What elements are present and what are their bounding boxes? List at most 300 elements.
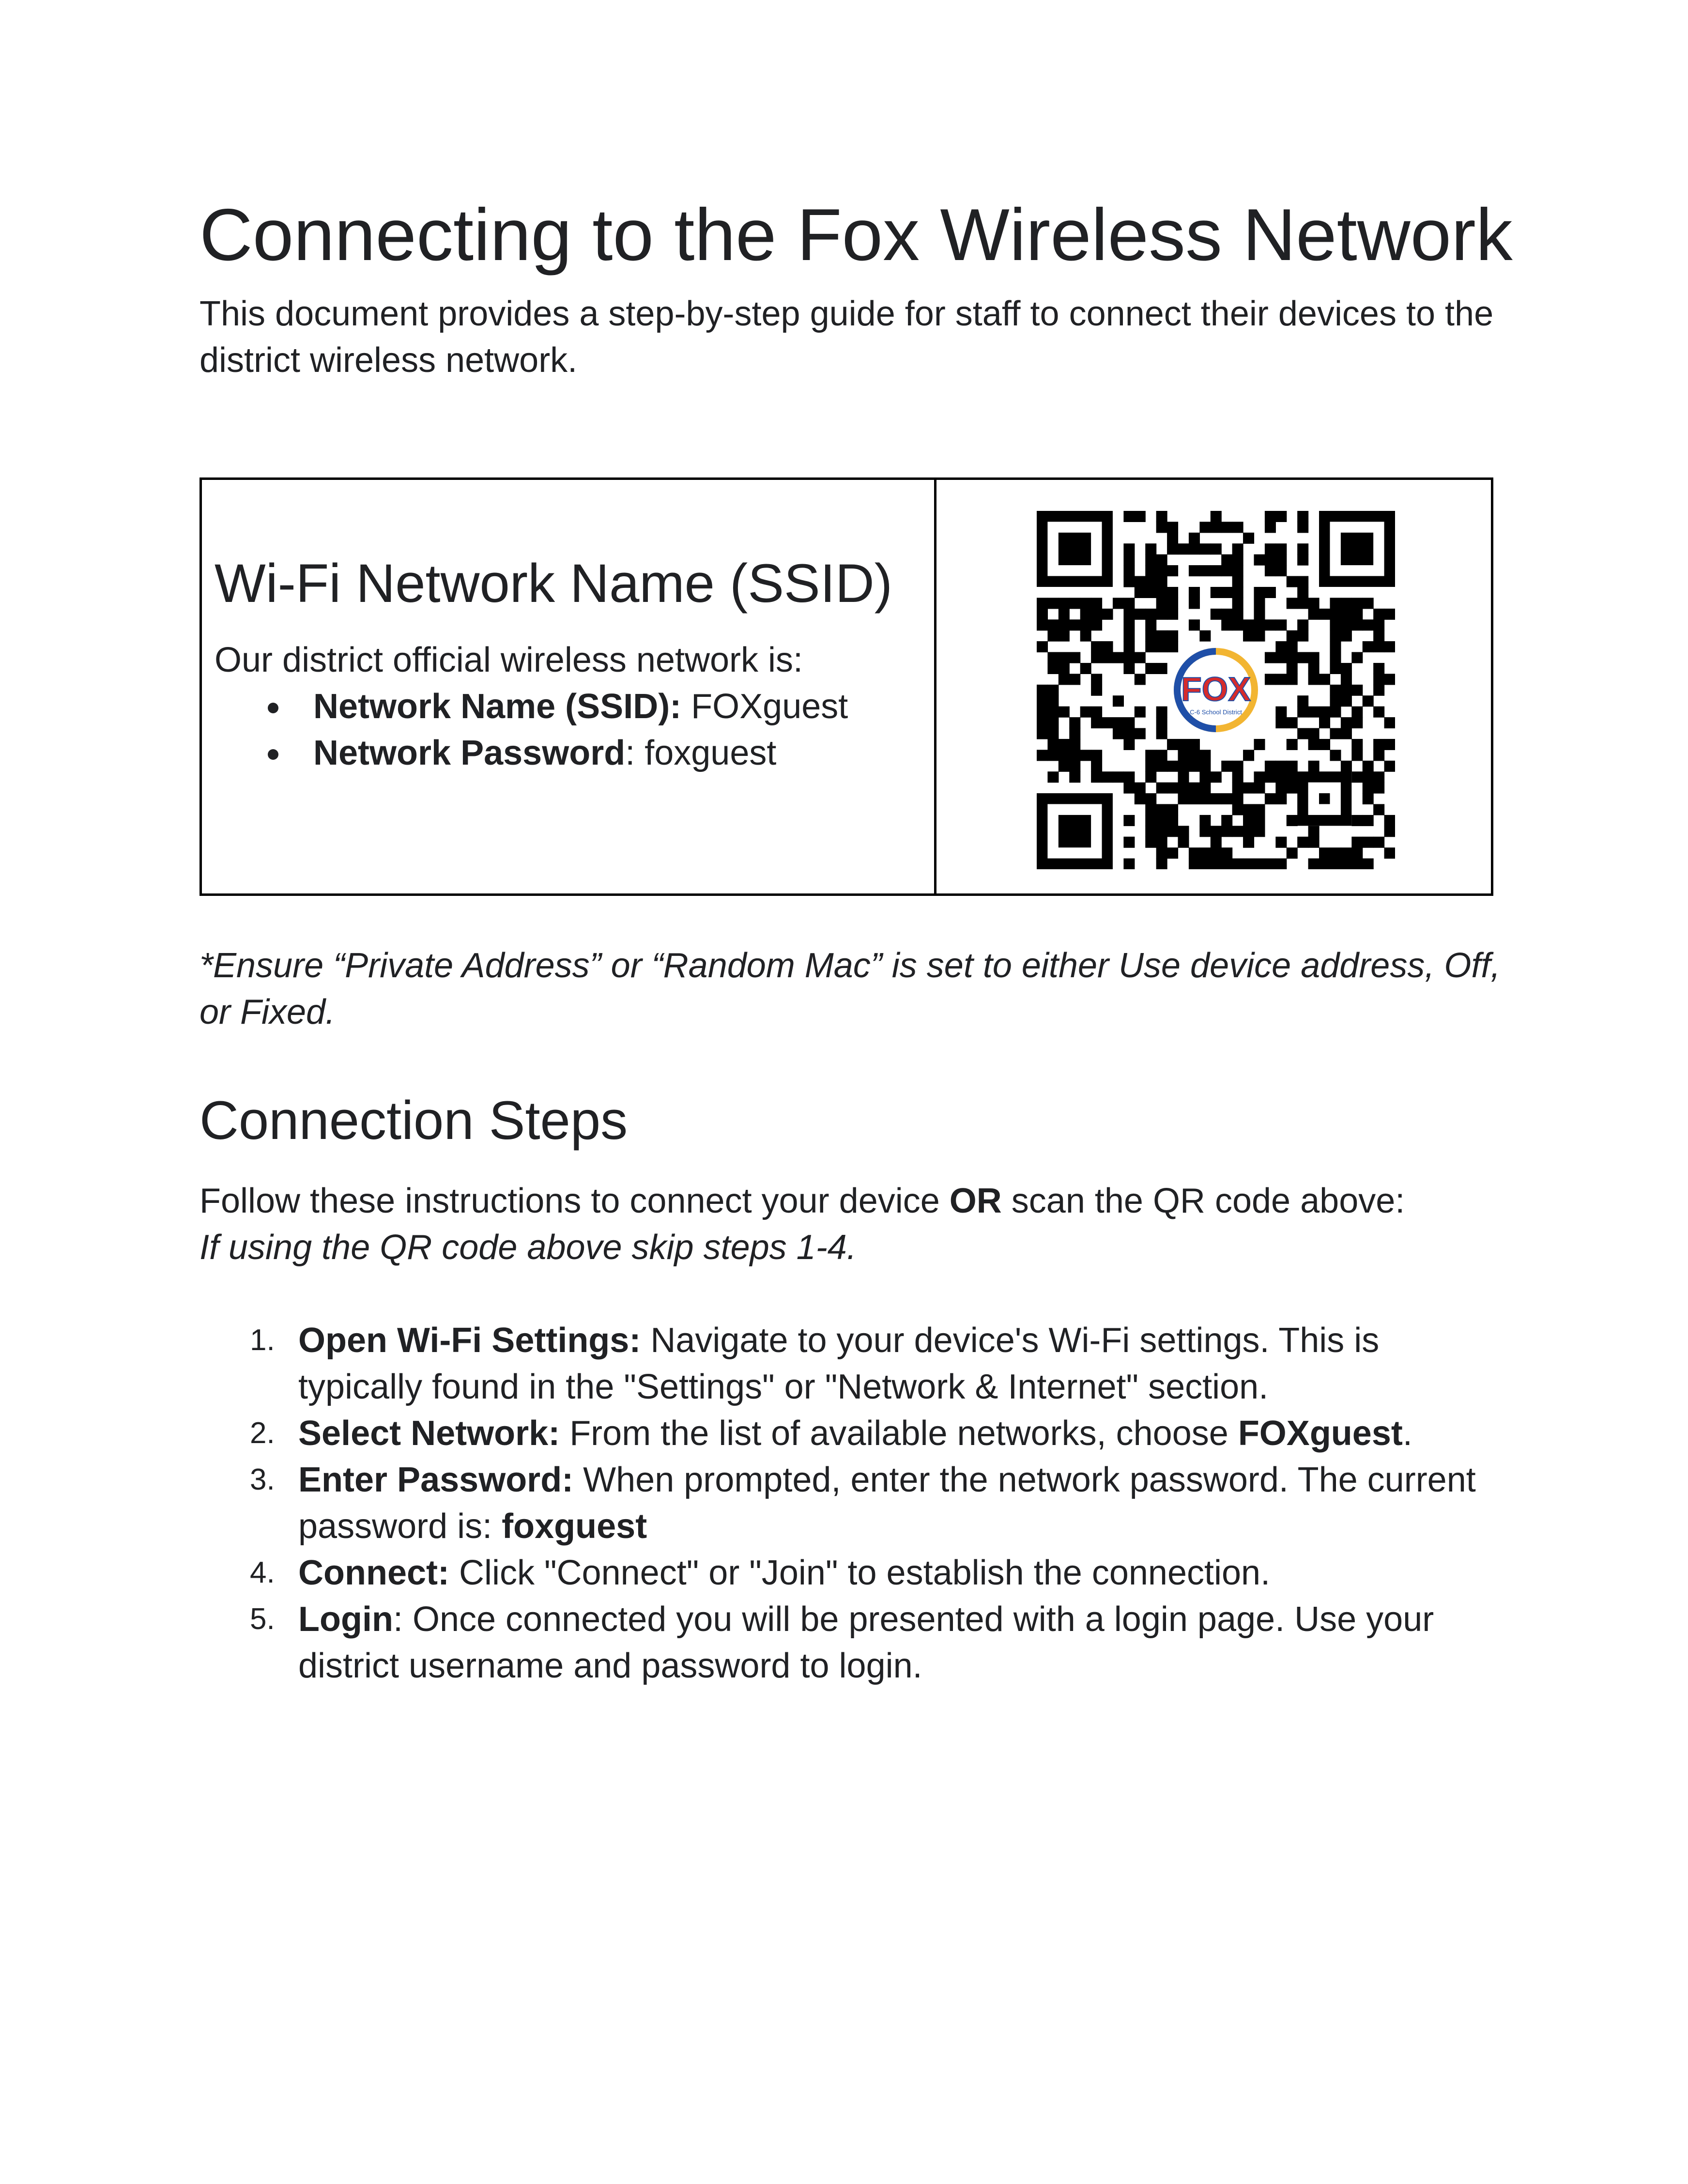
qr-module	[1167, 815, 1178, 826]
qr-module	[1091, 674, 1102, 685]
qr-module	[1145, 793, 1156, 804]
qr-module	[1156, 631, 1167, 642]
qr-module	[1156, 815, 1167, 826]
qr-module	[1211, 609, 1222, 620]
qr-module	[1113, 728, 1124, 739]
network-name-item	[215, 683, 848, 730]
qr-module	[1265, 761, 1276, 772]
qr-module	[1265, 565, 1276, 576]
qr-module	[1232, 565, 1243, 576]
step-text: Click "Connect" or "Join" to establish the connection.	[449, 1553, 1271, 1592]
qr-module	[1330, 695, 1341, 707]
qr-module	[1254, 804, 1265, 815]
qr-module	[1275, 793, 1287, 804]
qr-module	[1178, 793, 1189, 804]
qr-module	[1069, 674, 1080, 685]
qr-module	[1091, 761, 1102, 772]
qr-module	[1341, 598, 1352, 609]
step-label: Connect:	[298, 1553, 449, 1592]
qr-module	[1167, 587, 1178, 598]
qr-module	[1189, 739, 1200, 750]
qr-module	[1232, 554, 1243, 566]
qr-module	[1384, 826, 1395, 837]
qr-align-inner	[1319, 793, 1330, 804]
qr-module	[1254, 826, 1265, 837]
qr-module	[1123, 619, 1135, 631]
qr-module	[1123, 543, 1135, 554]
qr-module	[1059, 652, 1070, 663]
qr-module	[1135, 793, 1146, 804]
qr-module	[1199, 847, 1211, 859]
qr-module	[1145, 804, 1156, 815]
qr-module	[1308, 609, 1320, 620]
qr-module	[1254, 859, 1265, 869]
qr-module	[1297, 695, 1308, 707]
qr-module	[1059, 663, 1070, 674]
qr-module	[1384, 847, 1395, 859]
qr-finder-inner	[1059, 533, 1091, 565]
qr-module	[1308, 739, 1320, 750]
qr-module	[1297, 631, 1308, 642]
qr-module	[1037, 695, 1048, 707]
qr-module	[1135, 576, 1146, 587]
qr-module	[1156, 826, 1167, 837]
qr-module	[1167, 533, 1178, 544]
qr-module	[1211, 847, 1222, 859]
qr-module	[1330, 641, 1341, 652]
qr-module	[1254, 815, 1265, 826]
qr-module	[1287, 783, 1298, 794]
qr-module	[1351, 771, 1363, 783]
qr-module	[1156, 761, 1167, 772]
qr-module	[1373, 685, 1384, 696]
qr-module	[1384, 641, 1395, 652]
qr-module	[1373, 783, 1384, 794]
qr-module	[1145, 554, 1156, 566]
qr-module	[1189, 783, 1200, 794]
qr-module	[1232, 598, 1243, 609]
qr-module	[1123, 739, 1135, 750]
qr-module	[1373, 641, 1384, 652]
qr-module	[1373, 804, 1384, 815]
qr-module	[1221, 826, 1232, 837]
wifi-info-table	[199, 477, 1493, 896]
qr-module	[1287, 771, 1298, 783]
network-password-value: : foxguest	[625, 734, 777, 772]
qr-module	[1308, 859, 1320, 869]
qr-module	[1178, 771, 1189, 783]
qr-module	[1167, 847, 1178, 859]
qr-module	[1123, 663, 1135, 674]
qr-module	[1123, 728, 1135, 739]
qr-module	[1037, 717, 1048, 728]
qr-module	[1275, 641, 1287, 652]
intro-paragraph: This document provides a step-by-step guide for staff to connect their devices to the district wireless network.	[199, 294, 1494, 380]
qr-module	[1373, 674, 1384, 685]
page-title: Connecting to the Fox Wireless Network	[199, 194, 1513, 276]
qr-module	[1178, 761, 1189, 772]
qr-module	[1113, 717, 1124, 728]
qr-module	[1232, 522, 1243, 533]
qr-module	[1123, 598, 1135, 609]
step-text: When prompted, enter the network password. The current password is:	[298, 1461, 1476, 1546]
qr-module	[1135, 728, 1146, 739]
qr-module	[1123, 783, 1135, 794]
qr-module	[1254, 598, 1265, 609]
qr-module	[1308, 837, 1320, 848]
step-item	[199, 1550, 1507, 1596]
qr-module	[1037, 598, 1048, 609]
qr-module	[1265, 652, 1276, 663]
qr-module	[1167, 804, 1178, 815]
qr-module	[1156, 728, 1167, 739]
qr-module	[1254, 771, 1265, 783]
qr-finder-inner	[1059, 815, 1091, 847]
qr-module	[1243, 826, 1254, 837]
qr-module	[1330, 859, 1341, 869]
step-label: Login	[298, 1600, 393, 1639]
qr-module	[1351, 859, 1363, 869]
qr-module	[1156, 783, 1167, 794]
qr-module	[1330, 685, 1341, 696]
qr-module	[1199, 793, 1211, 804]
step-label: Open Wi-Fi Settings:	[298, 1321, 641, 1360]
qr-module	[1037, 707, 1048, 718]
qr-module	[1243, 533, 1254, 544]
qr-module	[1123, 859, 1135, 869]
qr-module	[1102, 641, 1113, 652]
qr-module	[1319, 739, 1330, 750]
qr-module	[1123, 815, 1135, 826]
qr-module	[1243, 815, 1254, 826]
qr-module	[1145, 587, 1156, 598]
qr-module	[1059, 761, 1070, 772]
qr-module	[1297, 511, 1308, 522]
qr-module	[1156, 847, 1167, 859]
qr-module	[1047, 652, 1059, 663]
qr-module	[1145, 609, 1156, 620]
qr-module	[1211, 587, 1222, 598]
qr-module	[1341, 674, 1352, 685]
step-number: 2.	[250, 1416, 275, 1450]
follow-text-end: scan the QR code above:	[1001, 1182, 1405, 1220]
step-item	[199, 1596, 1507, 1689]
qr-module	[1145, 576, 1156, 587]
qr-module	[1211, 771, 1222, 783]
qr-module	[1080, 631, 1091, 642]
qr-module	[1145, 826, 1156, 837]
network-details-list	[215, 683, 848, 776]
qr-module	[1254, 609, 1265, 620]
qr-module	[1351, 717, 1363, 728]
qr-module	[1102, 771, 1113, 783]
qr-module	[1373, 750, 1384, 761]
qr-module	[1275, 761, 1287, 772]
qr-module	[1297, 728, 1308, 739]
qr-module	[1341, 695, 1352, 707]
qr-module	[1091, 641, 1102, 652]
qr-module	[1047, 739, 1059, 750]
qr-module	[1351, 815, 1363, 826]
qr-module	[1113, 652, 1124, 663]
qr-module	[1199, 761, 1211, 772]
qr-module	[1156, 717, 1167, 728]
qr-module	[1189, 847, 1200, 859]
qr-module	[1199, 783, 1211, 794]
step-number: 1.	[250, 1323, 275, 1357]
qr-module	[1123, 554, 1135, 566]
qr-module	[1069, 598, 1080, 609]
qr-module	[1254, 739, 1265, 750]
qr-module	[1189, 761, 1200, 772]
qr-module	[1297, 598, 1308, 609]
qr-module	[1330, 750, 1341, 761]
qr-module	[1189, 619, 1200, 631]
qr-module	[1265, 543, 1276, 554]
qr-code-graphic	[1037, 511, 1395, 869]
step-bold-value: foxguest	[502, 1507, 647, 1546]
qr-module	[1275, 554, 1287, 566]
qr-module	[1221, 522, 1232, 533]
qr-module	[1047, 750, 1059, 761]
qr-module	[1221, 619, 1232, 631]
qr-module	[1341, 717, 1352, 728]
qr-module	[1037, 728, 1048, 739]
qr-module	[1113, 695, 1124, 707]
qr-module	[1254, 631, 1265, 642]
qr-module	[1265, 522, 1276, 533]
qr-module	[1199, 543, 1211, 554]
qr-module	[1156, 576, 1167, 587]
network-password-item	[215, 730, 848, 776]
qr-module	[1178, 543, 1189, 554]
qr-module	[1384, 739, 1395, 750]
step-text: Navigate to your device's Wi-Fi settings. This is typically found in the "Settings" or "Network & Internet" section.	[298, 1321, 1380, 1406]
qr-module	[1330, 619, 1341, 631]
qr-module	[1145, 641, 1156, 652]
qr-module	[1363, 859, 1374, 869]
qr-module	[1351, 609, 1363, 620]
qr-module	[1384, 674, 1395, 685]
qr-module	[1047, 695, 1059, 707]
qr-module	[1254, 554, 1265, 566]
qr-module	[1275, 783, 1287, 794]
qr-module	[1308, 598, 1320, 609]
qr-module	[1102, 652, 1113, 663]
qr-module	[1319, 707, 1330, 718]
qr-module	[1167, 641, 1178, 652]
qr-module	[1319, 717, 1330, 728]
qr-module	[1113, 771, 1124, 783]
qr-module	[1287, 598, 1298, 609]
qr-module	[1047, 598, 1059, 609]
qr-module	[1287, 674, 1298, 685]
qr-module	[1156, 511, 1167, 522]
qr-module	[1275, 717, 1287, 728]
qr-module	[1156, 554, 1167, 566]
qr-module	[1199, 826, 1211, 837]
qr-module	[1330, 652, 1341, 663]
qr-module	[1080, 750, 1091, 761]
qr-module	[1297, 554, 1308, 566]
network-name-value: FOXguest	[681, 687, 848, 726]
qr-module	[1308, 663, 1320, 674]
qr-module	[1178, 783, 1189, 794]
qr-module	[1123, 717, 1135, 728]
qr-module	[1287, 631, 1298, 642]
qr-module	[1145, 815, 1156, 826]
qr-module	[1145, 631, 1156, 642]
qr-module	[1351, 598, 1363, 609]
qr-module	[1265, 771, 1276, 783]
qr-module	[1287, 576, 1298, 587]
qr-module	[1265, 511, 1276, 522]
qr-module	[1069, 761, 1080, 772]
qr-module	[1145, 619, 1156, 631]
qr-module	[1102, 609, 1113, 620]
qr-module	[1351, 750, 1363, 761]
qr-module	[1059, 739, 1070, 750]
qr-module	[1297, 707, 1308, 718]
qr-module	[1145, 565, 1156, 576]
qr-module	[1145, 543, 1156, 554]
qr-module	[1199, 522, 1211, 533]
qr-module	[1156, 663, 1167, 674]
qr-module	[1145, 761, 1156, 772]
qr-module	[1308, 826, 1320, 837]
qr-module	[1330, 598, 1341, 609]
qr-module	[1135, 587, 1146, 598]
qr-module	[1232, 619, 1243, 631]
qr-module	[1037, 750, 1048, 761]
qr-module	[1080, 663, 1091, 674]
qr-module	[1232, 859, 1243, 869]
qr-module	[1211, 565, 1222, 576]
qr-module	[1167, 543, 1178, 554]
qr-module	[1265, 587, 1276, 598]
network-name-label: Network Name (SSID):	[313, 687, 682, 726]
qr-module	[1384, 609, 1395, 620]
qr-module	[1243, 783, 1254, 794]
qr-module	[1287, 739, 1298, 750]
qr-module	[1211, 511, 1222, 522]
qr-module	[1287, 652, 1298, 663]
qr-module	[1373, 663, 1384, 674]
qr-module	[1232, 783, 1243, 794]
qr-module	[1373, 609, 1384, 620]
qr-module	[1330, 609, 1341, 620]
step-bold-value: FOXguest	[1238, 1414, 1403, 1453]
qr-module	[1297, 587, 1308, 598]
qr-module	[1199, 750, 1211, 761]
qr-module	[1243, 837, 1254, 848]
qr-module	[1232, 826, 1243, 837]
mac-address-note: *Ensure “Private Address” or “Random Mac” is set to either Use device address, Off, or Fixed.	[199, 946, 1501, 1031]
qr-module	[1254, 783, 1265, 794]
qr-module	[1275, 771, 1287, 783]
qr-module	[1037, 609, 1048, 620]
qr-module	[1275, 543, 1287, 554]
qr-module	[1297, 576, 1308, 587]
qr-module	[1373, 771, 1384, 783]
qr-module	[1330, 707, 1341, 718]
qr-module	[1059, 619, 1070, 631]
bullet-icon	[268, 703, 278, 713]
qr-module	[1287, 717, 1298, 728]
qr-module	[1167, 598, 1178, 609]
step-item	[199, 1317, 1507, 1410]
qr-module	[1265, 619, 1276, 631]
qr-module	[1135, 652, 1146, 663]
qr-module	[1156, 837, 1167, 848]
qr-module	[1319, 859, 1330, 869]
qr-module	[1069, 728, 1080, 739]
qr-module	[1059, 631, 1070, 642]
qr-module	[1221, 859, 1232, 869]
qr-module	[1211, 826, 1222, 837]
step-text: : Once connected you will be presented with a login page. Use your district username and password to login.	[298, 1600, 1434, 1685]
qr-module	[1156, 609, 1167, 620]
qr-module	[1189, 565, 1200, 576]
qr-module	[1287, 761, 1298, 772]
qr-module	[1297, 522, 1308, 533]
qr-module	[1199, 859, 1211, 869]
qr-module	[1232, 576, 1243, 587]
qr-module	[1232, 804, 1243, 815]
qr-module	[1319, 609, 1330, 620]
wifi-info-cell	[202, 480, 936, 893]
follow-instructions	[199, 1178, 1405, 1224]
qr-module	[1080, 598, 1091, 609]
qr-module	[1135, 674, 1146, 685]
qr-module	[1363, 815, 1374, 826]
ssid-description: Our district official wireless network is:	[215, 641, 803, 679]
qr-module	[1080, 707, 1091, 718]
step-label: Select Network:	[298, 1414, 560, 1453]
qr-module	[1059, 750, 1070, 761]
qr-module	[1145, 837, 1156, 848]
qr-module	[1243, 750, 1254, 761]
qr-module	[1123, 609, 1135, 620]
qr-module	[1091, 598, 1102, 609]
qr-module	[1265, 674, 1276, 685]
qr-module	[1113, 598, 1124, 609]
qr-module	[1351, 685, 1363, 696]
qr-module	[1178, 837, 1189, 848]
qr-module	[1363, 695, 1374, 707]
network-password-label: Network Password	[313, 734, 626, 772]
qr-module	[1199, 771, 1211, 783]
qr-module	[1221, 565, 1232, 576]
qr-module	[1189, 793, 1200, 804]
qr-module	[1330, 663, 1341, 674]
qr-module	[1351, 652, 1363, 663]
qr-module	[1059, 674, 1070, 685]
qr-module	[1211, 837, 1222, 848]
qr-module	[1363, 761, 1374, 772]
qr-module	[1341, 761, 1352, 772]
qr-module	[1069, 652, 1080, 663]
qr-module	[1319, 674, 1330, 685]
qr-module	[1275, 859, 1287, 869]
qr-module	[1156, 565, 1167, 576]
qr-module	[1373, 619, 1384, 631]
qr-module	[1308, 674, 1320, 685]
qr-module	[1221, 761, 1232, 772]
qr-module	[1167, 609, 1178, 620]
qr-module	[1351, 739, 1363, 750]
qr-code-cell	[936, 480, 1491, 893]
